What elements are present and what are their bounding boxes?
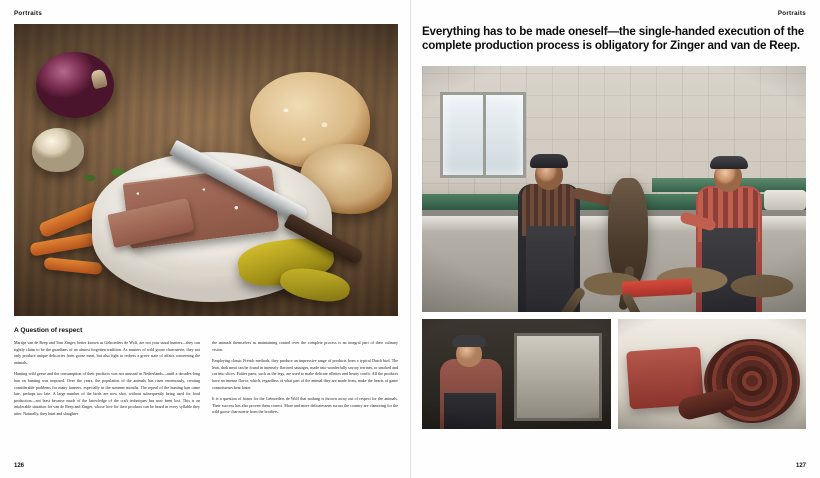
window	[440, 92, 526, 178]
paragraph: Hunting wild geese and the consumption of their products was not unusual in Netherlands—until a decades-long ban on hunting was imposed. Over the years, the population of the animals has risen enormously, creating considerable problems for many farmers, especially in the summer months. The repeal of the hunting ban came late, perhaps too late. A large number of the birds are now shot, without subsequently being used for food production—not least because much of the knowledge of the craft techniques has now been lost. This is an intolerable situation for van de Reep and Zinger, whose love for their products can be heard in every syllable they utter. Naturally, they hunt and slaughter	[14, 371, 200, 416]
red-cutting-board	[622, 278, 693, 298]
garlic-bulb	[32, 128, 84, 172]
shelf-box	[764, 190, 806, 210]
butcher-right-cap	[710, 156, 748, 169]
body-text-columns	[14, 340, 398, 423]
paragraph: Employing classic French methods, they produce an impressive range of products from a typical Dutch bird. The lean, dark meat can be found in intensely flavored sausages, made into wonderfully savory terrines, or smoked and cut into slices. Fattier parts, such as the legs, are used to make delicate rillettes and hearty confit. All the products have an intense flavor, which, regardless of what part of the animal they are made from, make the hearts of game connoisseurs beat faster.	[212, 358, 398, 390]
paragraph: It is a question of honor for the Gebroeders de Wolf that nothing is thrown away out of respect for the animals. Their success has also proven them correct. More and more delicatessens across the country are clamoring for the wild goose charcuterie from the brothers.	[212, 396, 398, 415]
butchers-with-geese-photo	[422, 66, 806, 312]
section-title: A Question of respect	[14, 327, 83, 334]
man-at-smoker-oven-photo	[422, 319, 611, 429]
terrine-and-sausage-coil-photo	[618, 319, 807, 429]
text-column-1	[14, 340, 200, 423]
running-head-left: Portraits	[14, 10, 43, 17]
photo-row	[422, 319, 806, 429]
butcher-left-apron	[526, 226, 574, 312]
page-number-left: 126	[14, 463, 25, 469]
book-gutter	[410, 0, 411, 478]
oven-door	[514, 333, 602, 421]
page-number-right: 127	[795, 463, 806, 469]
running-head-right: Portraits	[777, 10, 806, 17]
right-page	[410, 0, 820, 478]
red-onion	[36, 52, 114, 118]
pull-quote: Everything has to be made oneself—the single-handed execution of the complete production process is obligatory for Zinger and van de Reep.	[422, 25, 805, 53]
paragraph: the animals themselves as maintaining control over the complete process is an integral part of their culinary vision.	[212, 340, 398, 352]
paragraph: Martijn van de Reep and Tom Zinger, better known as Gebroeders de Wolf, are not your usual hunters—they can rightly claim to be the guardians of an almost forgotten tradition. As masters of wild goose charcuterie, they not only produce unique delicacies from goose meat, but also fight to redress a grave state of affairs concerning the animals.	[14, 340, 200, 365]
butcher-left-cap	[530, 154, 568, 168]
text-column-2	[212, 340, 398, 423]
butcher-apron	[444, 393, 496, 429]
butcher-cap	[452, 335, 486, 347]
onion-stem	[90, 69, 108, 90]
pate-terrine-still-life	[14, 24, 398, 316]
